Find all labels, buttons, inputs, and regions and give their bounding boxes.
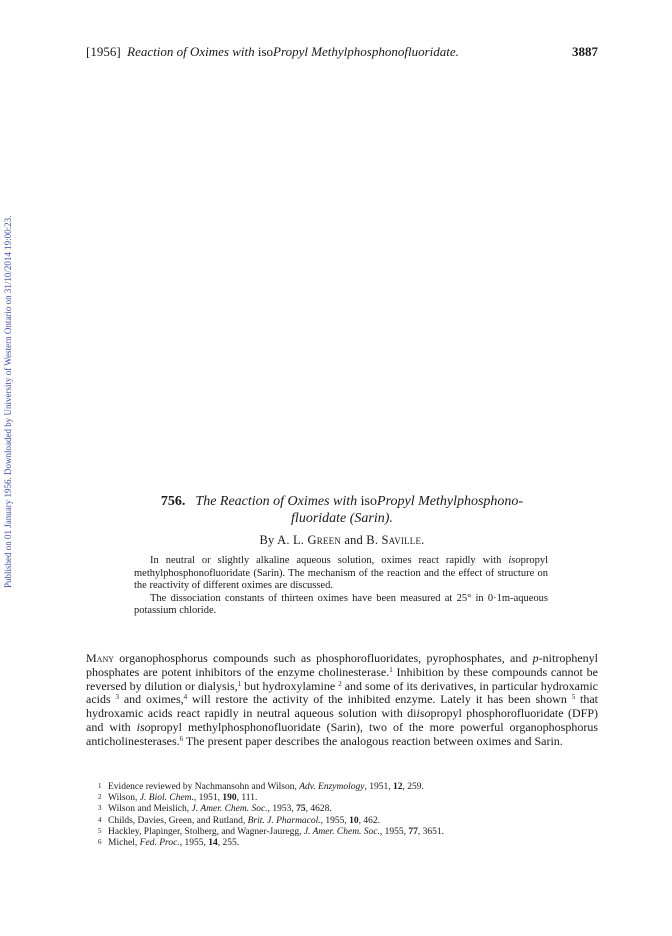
article-header	[86, 494, 598, 548]
author-surname: Green	[307, 533, 341, 547]
footnote-part: , 462.	[358, 815, 381, 826]
footnote-part: Michel,	[108, 838, 140, 849]
download-watermark-text: Published on 01 January 1956. Downloaded by University of Western Ontario on 31/10/2014 19:00:23.	[3, 215, 13, 588]
footnote-part: , 1955,	[179, 838, 209, 849]
footnote-text	[108, 838, 239, 849]
running-head-title	[86, 44, 459, 60]
body-run: propyl phosphorofluoridate (DFP) and with	[86, 706, 598, 734]
body-paragraph	[86, 652, 598, 749]
footnote-part: Brit. J. Pharmacol.	[247, 815, 321, 826]
byline-part: By A. L.	[259, 533, 308, 547]
footnote-part: 190	[222, 793, 237, 804]
abstract-text: In neutral or slightly alkaline aqueous solution, oximes react rapidly with	[150, 555, 509, 566]
footnote-text	[108, 793, 257, 804]
footnote-part: , 259.	[402, 782, 424, 792]
footnote-part: Evidence reviewed by Nachmansohn and Wilson,	[108, 782, 300, 792]
footnote-part: , 111.	[236, 793, 258, 804]
byline	[86, 533, 598, 548]
running-head-title-part: Propyl Methylphosphonofluoridate.	[273, 44, 459, 59]
footnote-part: , 1951,	[364, 782, 393, 792]
footnote	[98, 816, 598, 827]
body-leadin: Many	[86, 651, 115, 665]
byline-part: and B.	[341, 533, 382, 547]
article-title-part: Propyl Methylphosphono-	[377, 494, 524, 509]
footnote-text	[108, 782, 424, 793]
footnote-part: , 1955,	[379, 826, 409, 837]
reference-marker: 2	[338, 679, 342, 688]
footnotes	[98, 782, 598, 849]
footnote	[98, 793, 598, 804]
running-head	[86, 44, 598, 60]
footnote-part: J. Amer. Chem. Soc.	[303, 826, 380, 837]
body-run: -nitrophenyl phosphates are potent inhibitors of the enzyme cholinesterase.	[86, 651, 598, 679]
abstract-paragraph	[134, 593, 548, 618]
reference-marker: 3	[115, 693, 119, 702]
download-watermark	[3, 148, 15, 588]
footnote-part: 75	[296, 804, 306, 815]
footnote-number: 1	[98, 782, 102, 790]
footnote-part: Adv. Enzymology	[299, 782, 365, 792]
body-run: but hydroxylamine	[241, 678, 339, 693]
footnote-part: Wilson and Meislich,	[108, 804, 192, 815]
footnote-part: , 1951,	[193, 793, 223, 804]
article-number: 756.	[160, 494, 186, 509]
article-title-iso: iso	[360, 494, 378, 509]
footnote-text	[108, 827, 444, 838]
footnote-part: 10	[349, 815, 359, 826]
body-run: The present paper describes the analogous reaction between oximes and Sarin.	[183, 733, 563, 748]
abstract-text: The dissociation constants of thirteen oximes have been measured at 25° in 0·1m-aqueous potassium chloride.	[134, 592, 548, 617]
footnote-part: Fed. Proc.	[139, 838, 180, 849]
body-run: will restore the activity of the inhibited enzyme. Lately it has been shown	[187, 692, 572, 707]
body-run: and some of its derivatives, in particular hydroxamic acids	[86, 678, 599, 707]
body-text	[86, 652, 598, 749]
footnote	[98, 827, 598, 838]
reference-marker: 1	[237, 679, 242, 688]
reference-marker: 6	[179, 734, 184, 743]
author-surname: Saville.	[381, 533, 425, 547]
body-run: and oximes,	[119, 692, 184, 707]
footnote-part: , 4628.	[305, 804, 332, 815]
body-run: Inhibition by these compounds cannot be reversed by dilution or dialysis,	[86, 664, 598, 693]
abstract-text: propyl methylphosphonofluoridate (Sarin). The mechanism of the reaction and the effect of structure on the reactivity of different oximes are discussed.	[134, 555, 548, 592]
reference-marker: 4	[183, 693, 188, 702]
abstract-iso: iso	[508, 555, 521, 566]
footnote	[98, 838, 598, 849]
body-italic: p	[532, 651, 539, 665]
footnote	[98, 782, 598, 793]
footnote-number: 4	[98, 815, 102, 824]
running-head-year: [1956]	[86, 44, 121, 59]
footnote-part: , 255.	[217, 838, 240, 849]
footnote-number: 3	[98, 804, 102, 813]
body-italic: iso	[136, 719, 151, 734]
footnote-part: 12	[392, 782, 403, 792]
footnote-part: , 1953,	[267, 804, 297, 815]
footnote	[98, 804, 598, 815]
footnote-number: 2	[98, 793, 102, 802]
footnote-part: Hackley, Plapinger, Stolberg, and Wagner-Jauregg,	[108, 826, 304, 837]
footnote-part: Wilson,	[108, 793, 140, 804]
footnote-text	[108, 816, 380, 827]
article-title-part: The Reaction of Oximes with	[195, 494, 361, 509]
page-number: 3887	[572, 44, 598, 59]
footnote-part: , 1955,	[320, 815, 350, 826]
footnote-part: J. Amer. Chem. Soc.	[191, 804, 268, 815]
footnote-number: 5	[98, 826, 102, 835]
footnote-text	[108, 804, 332, 815]
footnote-part: Childs, Davies, Green, and Rutland,	[108, 815, 248, 826]
running-head-title-part: Reaction of Oximes with	[127, 44, 258, 59]
article-title	[86, 494, 598, 510]
body-run: that hydroxamic acids react rapidly in neutral aqueous solution with di	[86, 692, 599, 721]
body-run: propyl methylphosphonofluoridate (Sarin), two of the more powerful organophosphorus anticholinesterases.	[86, 719, 598, 748]
footnote-part: , 3651.	[417, 826, 445, 837]
footnote-part: J. Biol. Chem.	[139, 793, 194, 804]
footnote-part: 14	[208, 838, 218, 849]
body-italic: iso	[416, 706, 431, 721]
abstract	[134, 555, 548, 618]
reference-marker: 5	[571, 693, 576, 702]
footnote-part: 77	[408, 826, 418, 837]
article-title-line2: fluoridate (Sarin).	[291, 511, 393, 526]
running-head-iso: iso	[257, 44, 274, 59]
body-run: organophosphorus compounds such as phosphorofluoridates, pyrophosphates, and	[114, 651, 533, 665]
reference-marker: 1	[389, 665, 393, 674]
abstract-paragraph	[134, 555, 548, 593]
footnote-number: 6	[98, 838, 102, 847]
